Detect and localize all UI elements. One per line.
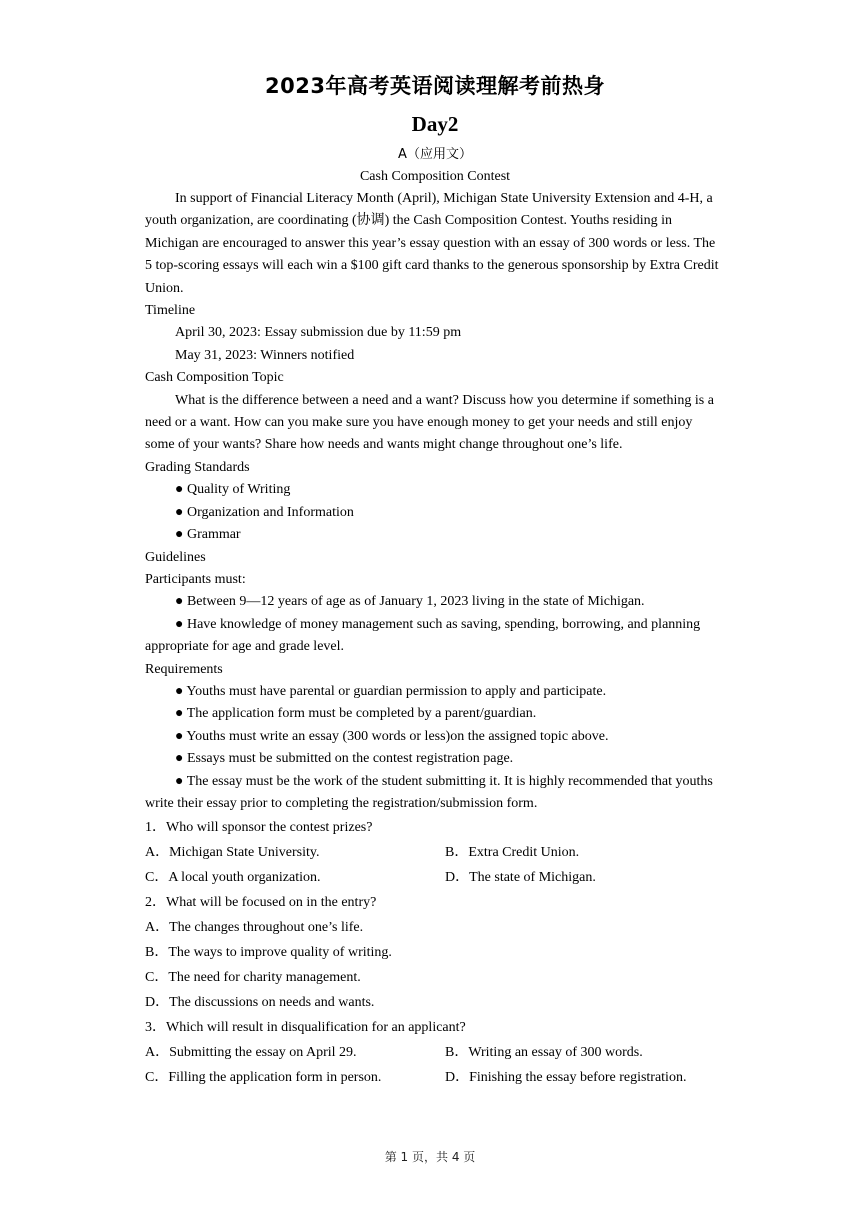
option-b: B．Writing an essay of 300 words. bbox=[445, 1045, 643, 1061]
intro-paragraph: In support of Financial Literacy Month (April), Michigan State University Extension and 4-H, a youth organization, are coordinating (协调) the Cash Composition Contest. Youths residing in Michigan are encouraged to answer this year’s essay question with an essay of 300 words or less. The 5 top-scoring essays will each win a $100 gift card thanks to the generous sponsorship by Extra Credit Union. bbox=[145, 191, 719, 296]
option-row bbox=[145, 1065, 725, 1090]
option-d: D．The discussions on needs and wants. bbox=[145, 995, 375, 1011]
day-label: Day2 bbox=[411, 112, 459, 136]
requirements-heading: Requirements bbox=[145, 661, 223, 677]
grading-item: ● Organization and Information bbox=[175, 504, 354, 520]
option-a: A．Michigan State University. bbox=[145, 845, 320, 861]
guidelines-heading: Guidelines bbox=[145, 549, 206, 565]
document-page bbox=[145, 72, 725, 1090]
passage-title: Cash Composition Contest bbox=[359, 169, 511, 184]
grading-item: ● Quality of Writing bbox=[175, 482, 291, 498]
requirement-item: ● Youths must write an essay (300 words or less)on the assigned topic above. bbox=[175, 728, 609, 744]
participant-item: ● Have knowledge of money management such as saving, spending, borrowing, and planning appropriate for age and grade level. bbox=[145, 616, 701, 655]
option-row bbox=[145, 865, 725, 890]
participants-heading: Participants must: bbox=[145, 571, 246, 587]
option-a: A．The changes throughout one’s life. bbox=[145, 920, 364, 936]
requirement-item: ● The application form must be completed by a parent/guardian. bbox=[175, 706, 537, 722]
section-label: A（应用文） bbox=[398, 147, 472, 162]
question-stem: 2．What will be focused on in the entry? bbox=[145, 895, 377, 911]
requirement-item: ● Essays must be submitted on the contest registration page. bbox=[175, 751, 514, 767]
option-c: C．A local youth organization. bbox=[145, 870, 321, 886]
page-footer: 第 1 页，共 4 页 bbox=[384, 1150, 476, 1164]
option-d: D．Finishing the essay before registration. bbox=[445, 1070, 687, 1086]
option-a: A．Submitting the essay on April 29. bbox=[145, 1045, 357, 1061]
requirement-item: ● The essay must be the work of the student submitting it. It is highly recommended that youths write their essay prior to completing the registration/submission form. bbox=[145, 773, 713, 811]
option-c: C．Filling the application form in person. bbox=[145, 1070, 382, 1086]
grading-item: ● Grammar bbox=[175, 527, 241, 543]
timeline-heading: Timeline bbox=[145, 303, 196, 319]
option-row bbox=[145, 840, 725, 865]
option-b: B．Extra Credit Union. bbox=[445, 845, 580, 861]
participant-item: ● Between 9—12 years of age as of January 1, 2023 living in the state of Michigan. bbox=[175, 594, 645, 610]
requirement-item: ● Youths must have parental or guardian permission to apply and participate. bbox=[175, 683, 607, 699]
topic-paragraph: What is the difference between a need and a want? Discuss how you determine if something is a need or a want. How can you make sure you have enough money to get your needs and still enjoy some of your wants? Share how needs and wants might change throughout one’s life. bbox=[145, 392, 714, 453]
grading-heading: Grading Standards bbox=[145, 459, 250, 475]
topic-heading: Cash Composition Topic bbox=[145, 370, 284, 386]
question-stem: 3．Which will result in disqualification for an applicant? bbox=[145, 1020, 466, 1036]
timeline-item: April 30, 2023: Essay submission due by 11:59 pm bbox=[175, 325, 462, 341]
option-d: D．The state of Michigan. bbox=[445, 870, 596, 886]
option-c: C．The need for charity management. bbox=[145, 970, 361, 986]
option-b: B．The ways to improve quality of writing. bbox=[145, 945, 392, 961]
timeline-item: May 31, 2023: Winners notified bbox=[175, 347, 355, 363]
option-row bbox=[145, 1040, 725, 1065]
document-title: 2023年高考英语阅读理解考前热身 bbox=[265, 74, 605, 98]
question-stem: 1．Who will sponsor the contest prizes? bbox=[145, 820, 373, 836]
